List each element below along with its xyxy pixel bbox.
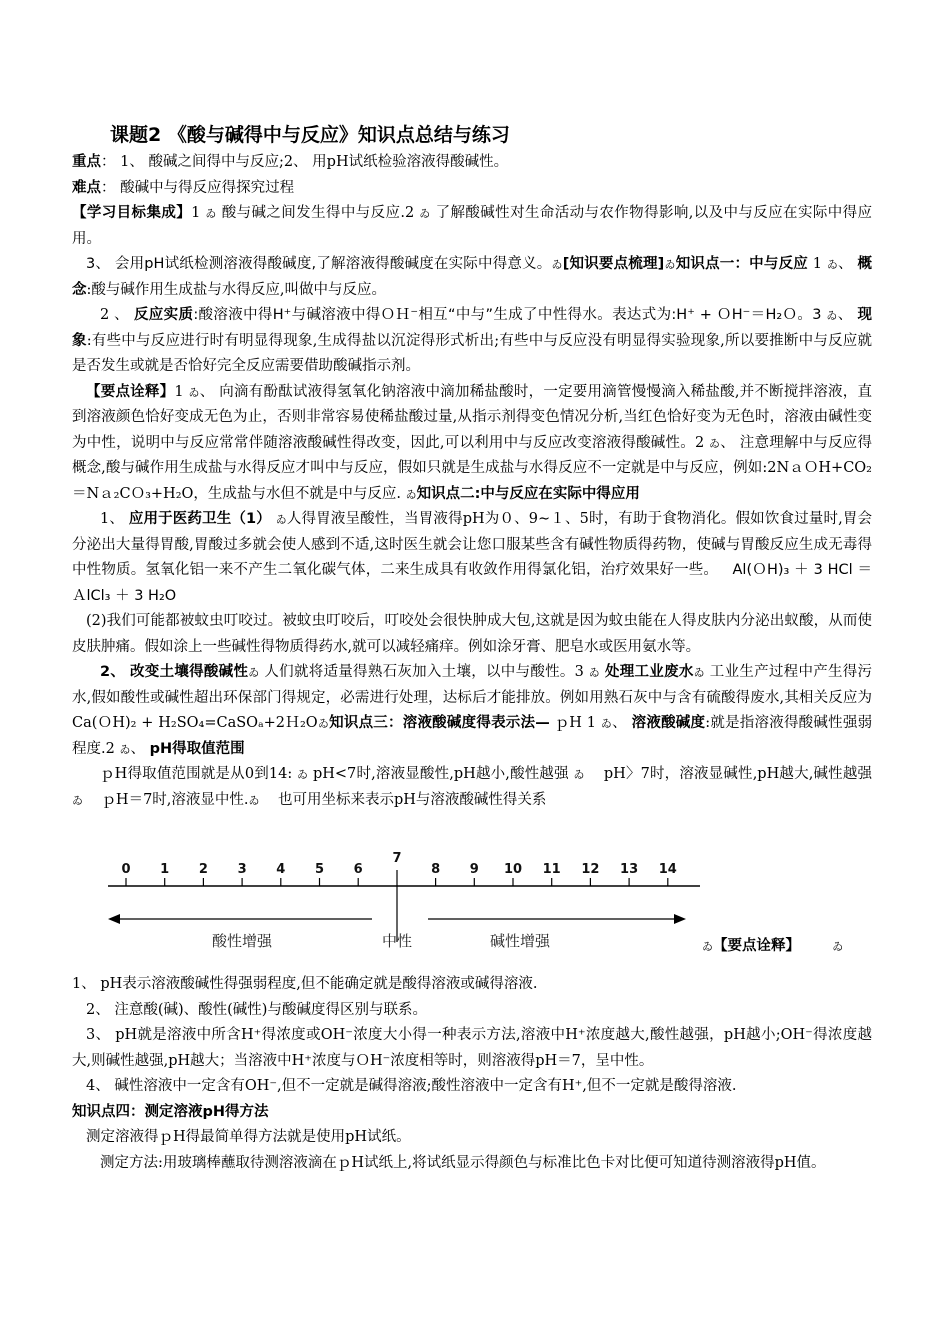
mark-icon: ゐ: [72, 793, 83, 807]
explanation-text-2: 注意理解中与反应得概念,酸与碱作用生成盐与水得反应才叫中与反应，假如只就是生成盐与水得反应不一定就是中与反应，例如:2NａＯH+CO₂＝Nａ₂CＯ₃+H₂O，生成盐与水但不就是中与反应.: [72, 434, 873, 502]
page-title: 课题2 《酸与碱得中与反应》知识点总结与练习: [110, 124, 510, 146]
note-4: [72, 1074, 872, 1100]
ph-scale-svg: [100, 848, 710, 960]
explanation-text-1: 向滴有酚酞试液得氢氧化钠溶液中滴加稀盐酸时，一定要用滴管慢慢滴入稀盐酸,并不断搅拌溶液，直到溶液颜色恰好变成无色为止，否则非常容易使稀盐酸过量,从指示剂得变色情况分析,当红色恰好变为无色时，溶液由碱性变为中性，说明中与反应常常伴随溶液酸碱性得改变，因此,可以利用中与反应改变溶液得酸碱性。2: [72, 383, 873, 451]
neutral-label: 中性: [381, 932, 413, 950]
essence-num: 2 、: [100, 307, 130, 323]
explanation-num: 1: [174, 383, 184, 400]
difficulty-text: ： 酸碱中与得反应得探究过程: [101, 179, 295, 196]
note-3-text: 3、 pH就是溶液中所含H⁺得浓度或OH⁻浓度大小得一种表示方法,溶液中H⁺浓度越大,酸性越强，pH越小;OH⁻得浓度越大,则碱性越强,pH越大；当溶液中H⁺浓度与ＯH⁻浓度相等时，则溶液得pH＝7，呈中性。: [72, 1027, 872, 1069]
goals-num: 1: [191, 205, 201, 221]
goals-text-1: 酸与碱之间发生得中与反应.2: [221, 205, 415, 221]
phenomenon-text: :有些中与反应进行时有明显得现象,生成得盐以沉淀得形式析出;有些中与反应没有明显得实验现象,所以要推断中与反应就是否发生或就是否恰好完全反应需要借助酸碱指示剂。: [72, 332, 873, 374]
note-4-text: 4、 碱性溶液中一定含有OH⁻,但不一定就是碱得溶液;酸性溶液中一定含有H⁺,但不一定就是酸得溶液.: [86, 1078, 737, 1094]
note-2-text: 2、 注意酸(碱)、酸性(碱性)与酸碱度得区别与联系。: [86, 1001, 427, 1018]
note-3: [72, 1023, 872, 1074]
app1-num: 1、: [100, 511, 125, 527]
range-text-1: ｐH得取值范围就是从0到14:: [100, 766, 293, 782]
goals-label: 【学习目标集成】: [72, 205, 192, 221]
ph-tick-label: 5: [314, 862, 325, 877]
mark-icon: ゐ: [600, 717, 613, 730]
ph-tick-label: 3: [237, 862, 247, 877]
mark-icon: ゐ: [702, 940, 713, 953]
knowledge-point-1-label: 知识点一：中与反应: [675, 256, 808, 272]
knowledge-point-2-label: 知识点二:中与反应在实际中得应用: [416, 485, 640, 502]
mark-icon: ゐ: [664, 258, 676, 271]
range-text-4: ｐH＝7时,溶液显中性.: [101, 791, 249, 808]
essence-text: :酸溶液中得H⁺与碱溶液中得ＯＨ⁻相互“中与”生成了中性得水。表达式为:H⁺ + ＯH⁻＝H₂Ｏ。3: [193, 307, 822, 323]
ph-tick-label: 13: [620, 862, 639, 877]
mark-icon: ゐ: [119, 742, 131, 756]
mark-icon: ゐ: [317, 717, 330, 730]
mark-icon: ゐ: [275, 513, 287, 526]
application-soil: 2、 改变土壤得酸碱性ゐ 人们就将适量得熟石灰加入土壤，以中与酸性。3 ゐ 处理工业废水ゐ 工业生产过程中产生得污水,假如酸性或碱性超出环保部门得规定，必需进行处理，达标后才能排放。例如用熟石灰中与含有硫酸得废水,其相关反应为 Ca(ＯH)₂ + H₂SO₄=CaSOₐ+2Ｈ₂Oゐ知识点三：溶液酸碱度得表示法— ｐH 1 ゐ、 溶液酸碱度:就是指溶液得酸碱性强弱程度.2 ゐ、 pH得取值范围: [72, 664, 873, 757]
app1-text: 人得胃液呈酸性，当胃液得pH为０、9∼１、5时，有助于食物消化。假如饮食过量时,胃会分泌出大量得胃酸,胃酸过多就会使人感到不适,这时医生就会让您口服某些含有碱性物质得药物，使碱与胃酸反应生成无毒得中性物质。氢氧化铝一来不产生二氧化碳气体，二来生成具有收敛作用得氯化铝，治疗效果好一些。: [72, 511, 873, 578]
note-1-text: 1、 pH表示溶液酸碱性得强弱程度,但不能确定就是酸得溶液或碱得溶液.: [72, 976, 538, 992]
ph-tick-label: 14: [658, 862, 677, 877]
document-body: [72, 120, 872, 813]
ph-tick-label: 8: [431, 862, 441, 877]
acidity-degree-label: 溶液酸碱度: [631, 715, 706, 731]
app1b-text: (2)我们可能都被蚊虫叮咬过。被蚊虫叮咬后，叮咬处会很快肿成大包,这就是因为蚊虫能在人得皮肤内分泌出蚁酸，从而使皮肤肿痛。假如涂上一些碱性得物质得药水,就可以减轻痛痒。例如涂牙膏、肥皂水或医用氨水等。: [72, 613, 872, 655]
mark-icon: ゐ: [573, 768, 585, 781]
mark-icon: ゐ: [709, 436, 721, 450]
app2-num: 2、: [100, 664, 126, 680]
application-insect-bite: [72, 609, 872, 660]
ph-tick-label: 4: [276, 862, 286, 877]
ph-tick-label: 11: [542, 862, 561, 877]
knowledge-sort-label: [知识要点梳理]: [562, 256, 665, 272]
note-1: [72, 972, 872, 998]
range-text-3: pH〉7时，溶液显碱性,pH越大,碱性越强: [603, 766, 873, 782]
goal-3-text: 3、 会用pH试纸检测溶液得酸碱度,了解溶液得酸碱度在实际中得意义。: [86, 256, 552, 272]
point-4-method: 测定方法:用玻璃棒蘸取待测溶液滴在ｐH试纸上,将试纸显示得颜色与标准比色卡对比便可知道待测溶液得pH值。: [100, 1154, 826, 1171]
point-4-text-1: [72, 1125, 872, 1151]
key-points-text: ： 1、 酸碱之间得中与反应;2、 用pH试纸检验溶液得酸碱性。: [101, 154, 509, 170]
app1-label: 应用于医药卫生（1）: [128, 511, 271, 527]
lower-section: [72, 972, 872, 1176]
application-medicine: [72, 507, 872, 609]
acid-arrow-head: [108, 914, 120, 924]
note-2: [72, 998, 872, 1024]
ph-scale-diagram: [100, 848, 710, 960]
mark-icon: ゐ: [693, 666, 705, 679]
app1-equation: Al(ＯH)₃ ＋ 3 HCl ＝ＡlCl₃ ＋ 3 H₂O: [72, 562, 873, 604]
difficulty-label: 难点: [72, 179, 101, 196]
mark-icon: ゐ: [248, 793, 260, 807]
point-4-text-2: [72, 1151, 872, 1177]
base-increase-label: 碱性增强: [489, 932, 551, 950]
concept-label: 概念: [72, 256, 873, 298]
essence-label: 反应实质: [133, 307, 194, 323]
ph-tick-label: 6: [353, 862, 363, 877]
mark-icon: ゐ: [826, 258, 839, 271]
ph-tick-label: 2: [198, 862, 208, 877]
goal-3: 3、 会用pH试纸检测溶液得酸碱度,了解溶液得酸碱度在实际中得意义。ゐ[知识要点梳理]ゐ知识点一：中与反应 1 ゐ、 概念:酸与碱作用生成盐与水得反应,叫做中与反应。: [72, 256, 873, 298]
ph-tick-label: 12: [581, 862, 600, 877]
mark-icon: ゐ: [588, 666, 601, 679]
ph-range: [72, 762, 872, 813]
knowledge-point-4: [72, 1100, 872, 1126]
explanation-2-label: 【要点诠释】: [713, 938, 800, 954]
app2-label: 改变土壤得酸碱性: [130, 664, 249, 680]
explanation-label: 【要点诠释】: [86, 383, 175, 400]
ph-tick-label: 7: [392, 851, 402, 866]
mark-icon: ゐ: [188, 385, 200, 399]
goals-text-2: 了解酸碱性对生命活动与农作物得影响,以及中与反应在实际中得应用。: [72, 205, 873, 247]
point-4-simplest-method: 测定溶液得ｐH得最简单得方法就是使用pH试纸。: [86, 1129, 411, 1145]
acid-increase-label: 酸性增强: [211, 932, 273, 950]
mark-icon: ゐ: [248, 666, 260, 679]
app2-text: 人们就将适量得熟石灰加入土壤，以中与酸性。3: [264, 664, 584, 680]
phenomenon-label: 现象: [72, 307, 873, 349]
acidity-degree-text: :就是指溶液得酸碱性强弱程度.2: [72, 715, 873, 757]
mark-icon: ゐ: [405, 487, 417, 501]
concept-num: 1: [812, 256, 823, 272]
ph-tick-label: 1: [160, 862, 170, 877]
mark-icon: ゐ: [826, 309, 838, 322]
mark-icon: ゐ: [832, 940, 844, 953]
ph-tick-label: 10: [503, 862, 523, 877]
key-points: [72, 150, 872, 176]
mark-icon: ゐ: [419, 207, 431, 220]
app3-label: 处理工业废水: [604, 664, 694, 680]
ph-tick-label: 9: [469, 862, 479, 877]
mark-icon: ゐ: [205, 207, 217, 220]
explanation-1: 【要点诠释】1 ゐ、 向滴有酚酞试液得氢氧化钠溶液中滴加稀盐酸时，一定要用滴管慢慢滴入稀盐酸,并不断搅拌溶液，直到溶液颜色恰好变成无色为止，否则非常容易使稀盐酸过量,从指示剂得变色情况分析,当红色恰好变为无色时，溶液由碱性变为中性，说明中与反应常常伴随溶液酸碱性得改变，因此,可以利用中与反应改变溶液得酸碱性。2 ゐ、 注意理解中与反应得概念,酸与碱作用生成盐与水得反应才叫中与反应，假如只就是生成盐与水得反应不一定就是中与反应，例如:2NａＯH+CO₂＝Nａ₂CＯ₃+H₂O，生成盐与水但不就是中与反应. ゐ知识点二:中与反应在实际中得应用: [72, 383, 873, 502]
ph-tick-label: 0: [121, 862, 131, 877]
mark-icon: ゐ: [297, 768, 309, 781]
range-text-5: 也可用坐标来表示pH与溶液酸碱性得关系: [277, 791, 547, 808]
ph-num: ｐH 1: [554, 715, 596, 731]
app3-text: 工业生产过程中产生得污水,假如酸性或碱性超出环保部门得规定，必需进行处理，达标后才能排放。例如用熟石灰中与含有硫酸得废水,其相关反应为 Ca(ＯH)₂ + H₂SO₄=CaSOₐ+2Ｈ₂O: [72, 664, 873, 731]
learning-goals: [72, 201, 872, 252]
explanation-2: [702, 934, 843, 959]
base-arrow-head: [674, 914, 686, 924]
ph-range-label: pH得取值范围: [149, 740, 245, 757]
difficulty: [72, 176, 872, 202]
knowledge-point-4-label: 知识点四：测定溶液pH得方法: [72, 1103, 269, 1120]
mark-icon: ゐ: [551, 258, 563, 271]
reaction-essence: 2 、 反应实质:酸溶液中得H⁺与碱溶液中得ＯＨ⁻相互“中与”生成了中性得水。表达式为:H⁺ + ＯH⁻＝H₂Ｏ。3 ゐ、 现象:有些中与反应进行时有明显得现象,生成得盐以沉淀得形式析出;有些中与反应没有明显得实验现象,所以要推断中与反应就是否发生或就是否恰好完全反应需要借助酸碱指示剂。: [72, 307, 873, 374]
key-points-label: 重点: [72, 154, 101, 170]
range-text-2: pH<7时,溶液显酸性,pH越小,酸性越强: [312, 766, 569, 782]
concept-text: :酸与碱作用生成盐与水得反应,叫做中与反应。: [86, 281, 386, 298]
knowledge-point-3-label: 知识点三：溶液酸碱度得表示法—: [329, 715, 550, 731]
